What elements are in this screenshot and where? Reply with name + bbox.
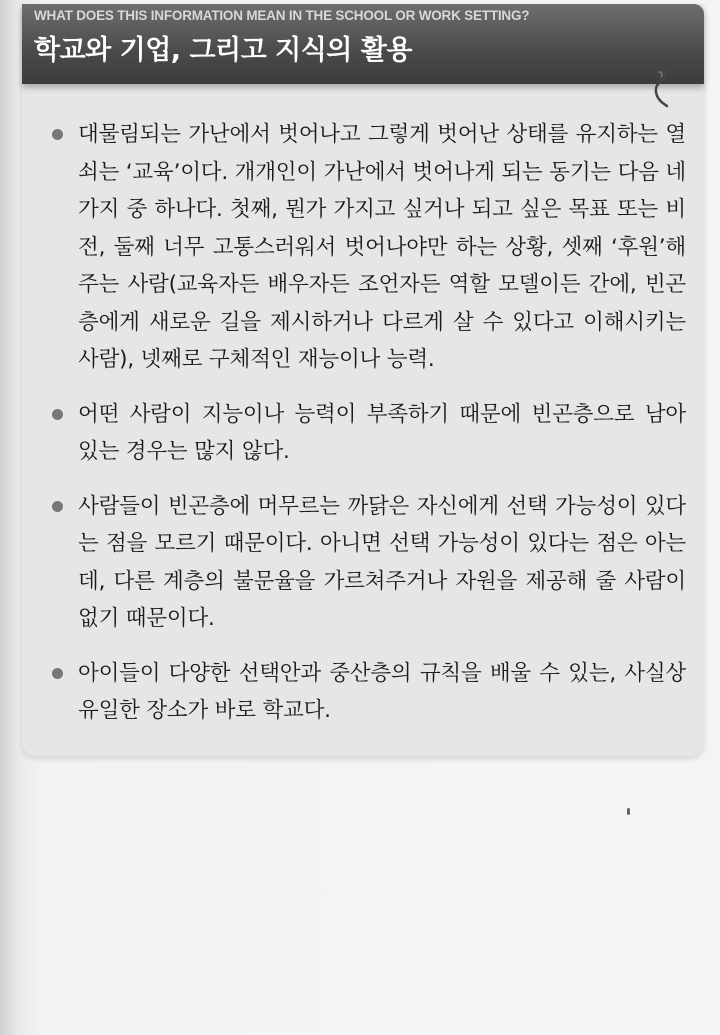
bullet-dot-icon	[52, 668, 63, 679]
header-title: 학교와 기업, 그리고 지식의 활용	[34, 35, 412, 66]
bullet-dot-icon	[52, 501, 63, 512]
box-header	[22, 4, 704, 84]
bullet-text: 대물림되는 가난에서 벗어나고 그렇게 벗어난 상태를 유지하는 열쇠는 ‘교육’이다. 개개인이 가난에서 벗어나게 되는 동기는 다음 네 가지 중 하나다. 첫째, 뭔가 가지고 싶거나 되고 싶은 목표 또는 비전, 둘째 너무 고통스러워서 벗어나야만 하는 상황, 셋째 ‘후원’해 주는 사람(교육자든 배우자든 조언자든 역할 모델이든 간에, 빈곤층에게 새로운 길을 제시하거나 다르게 살 수 있다고 이해시키는 사람), 넷째로 구체적인 재능이나 능력.	[78, 122, 686, 372]
bullet-text: 사람들이 빈곤층에 머무르는 까닭은 자신에게 선택 가능성이 있다는 점을 모르기 때문이다. 아니면 선택 가능성이 있다는 점은 아는데, 다른 계층의 불문율을 가르쳐주거나 자원을 제공해 줄 사람이 없기 때문이다.	[78, 493, 686, 631]
ink-speck	[627, 808, 630, 815]
bullet-dot-icon	[52, 409, 63, 420]
bullet-item	[22, 396, 704, 471]
header-subtitle: WHAT DOES THIS INFORMATION MEAN IN THE SCHOOL OR WORK SETTING?	[34, 8, 530, 23]
bullet-list	[22, 100, 704, 730]
bullet-item	[22, 488, 704, 638]
bullet-dot-icon	[52, 129, 63, 140]
bullet-item	[22, 116, 704, 379]
bullet-text: 어떤 사람이 지능이나 능력이 부족하기 때문에 빈곤층으로 남아 있는 경우는 많지 않다.	[78, 401, 686, 464]
bullet-text: 아이들이 다양한 선택안과 중산층의 규칙을 배울 수 있는, 사실상 유일한 장소가 바로 학교다.	[78, 660, 686, 723]
bullet-item	[22, 655, 704, 730]
